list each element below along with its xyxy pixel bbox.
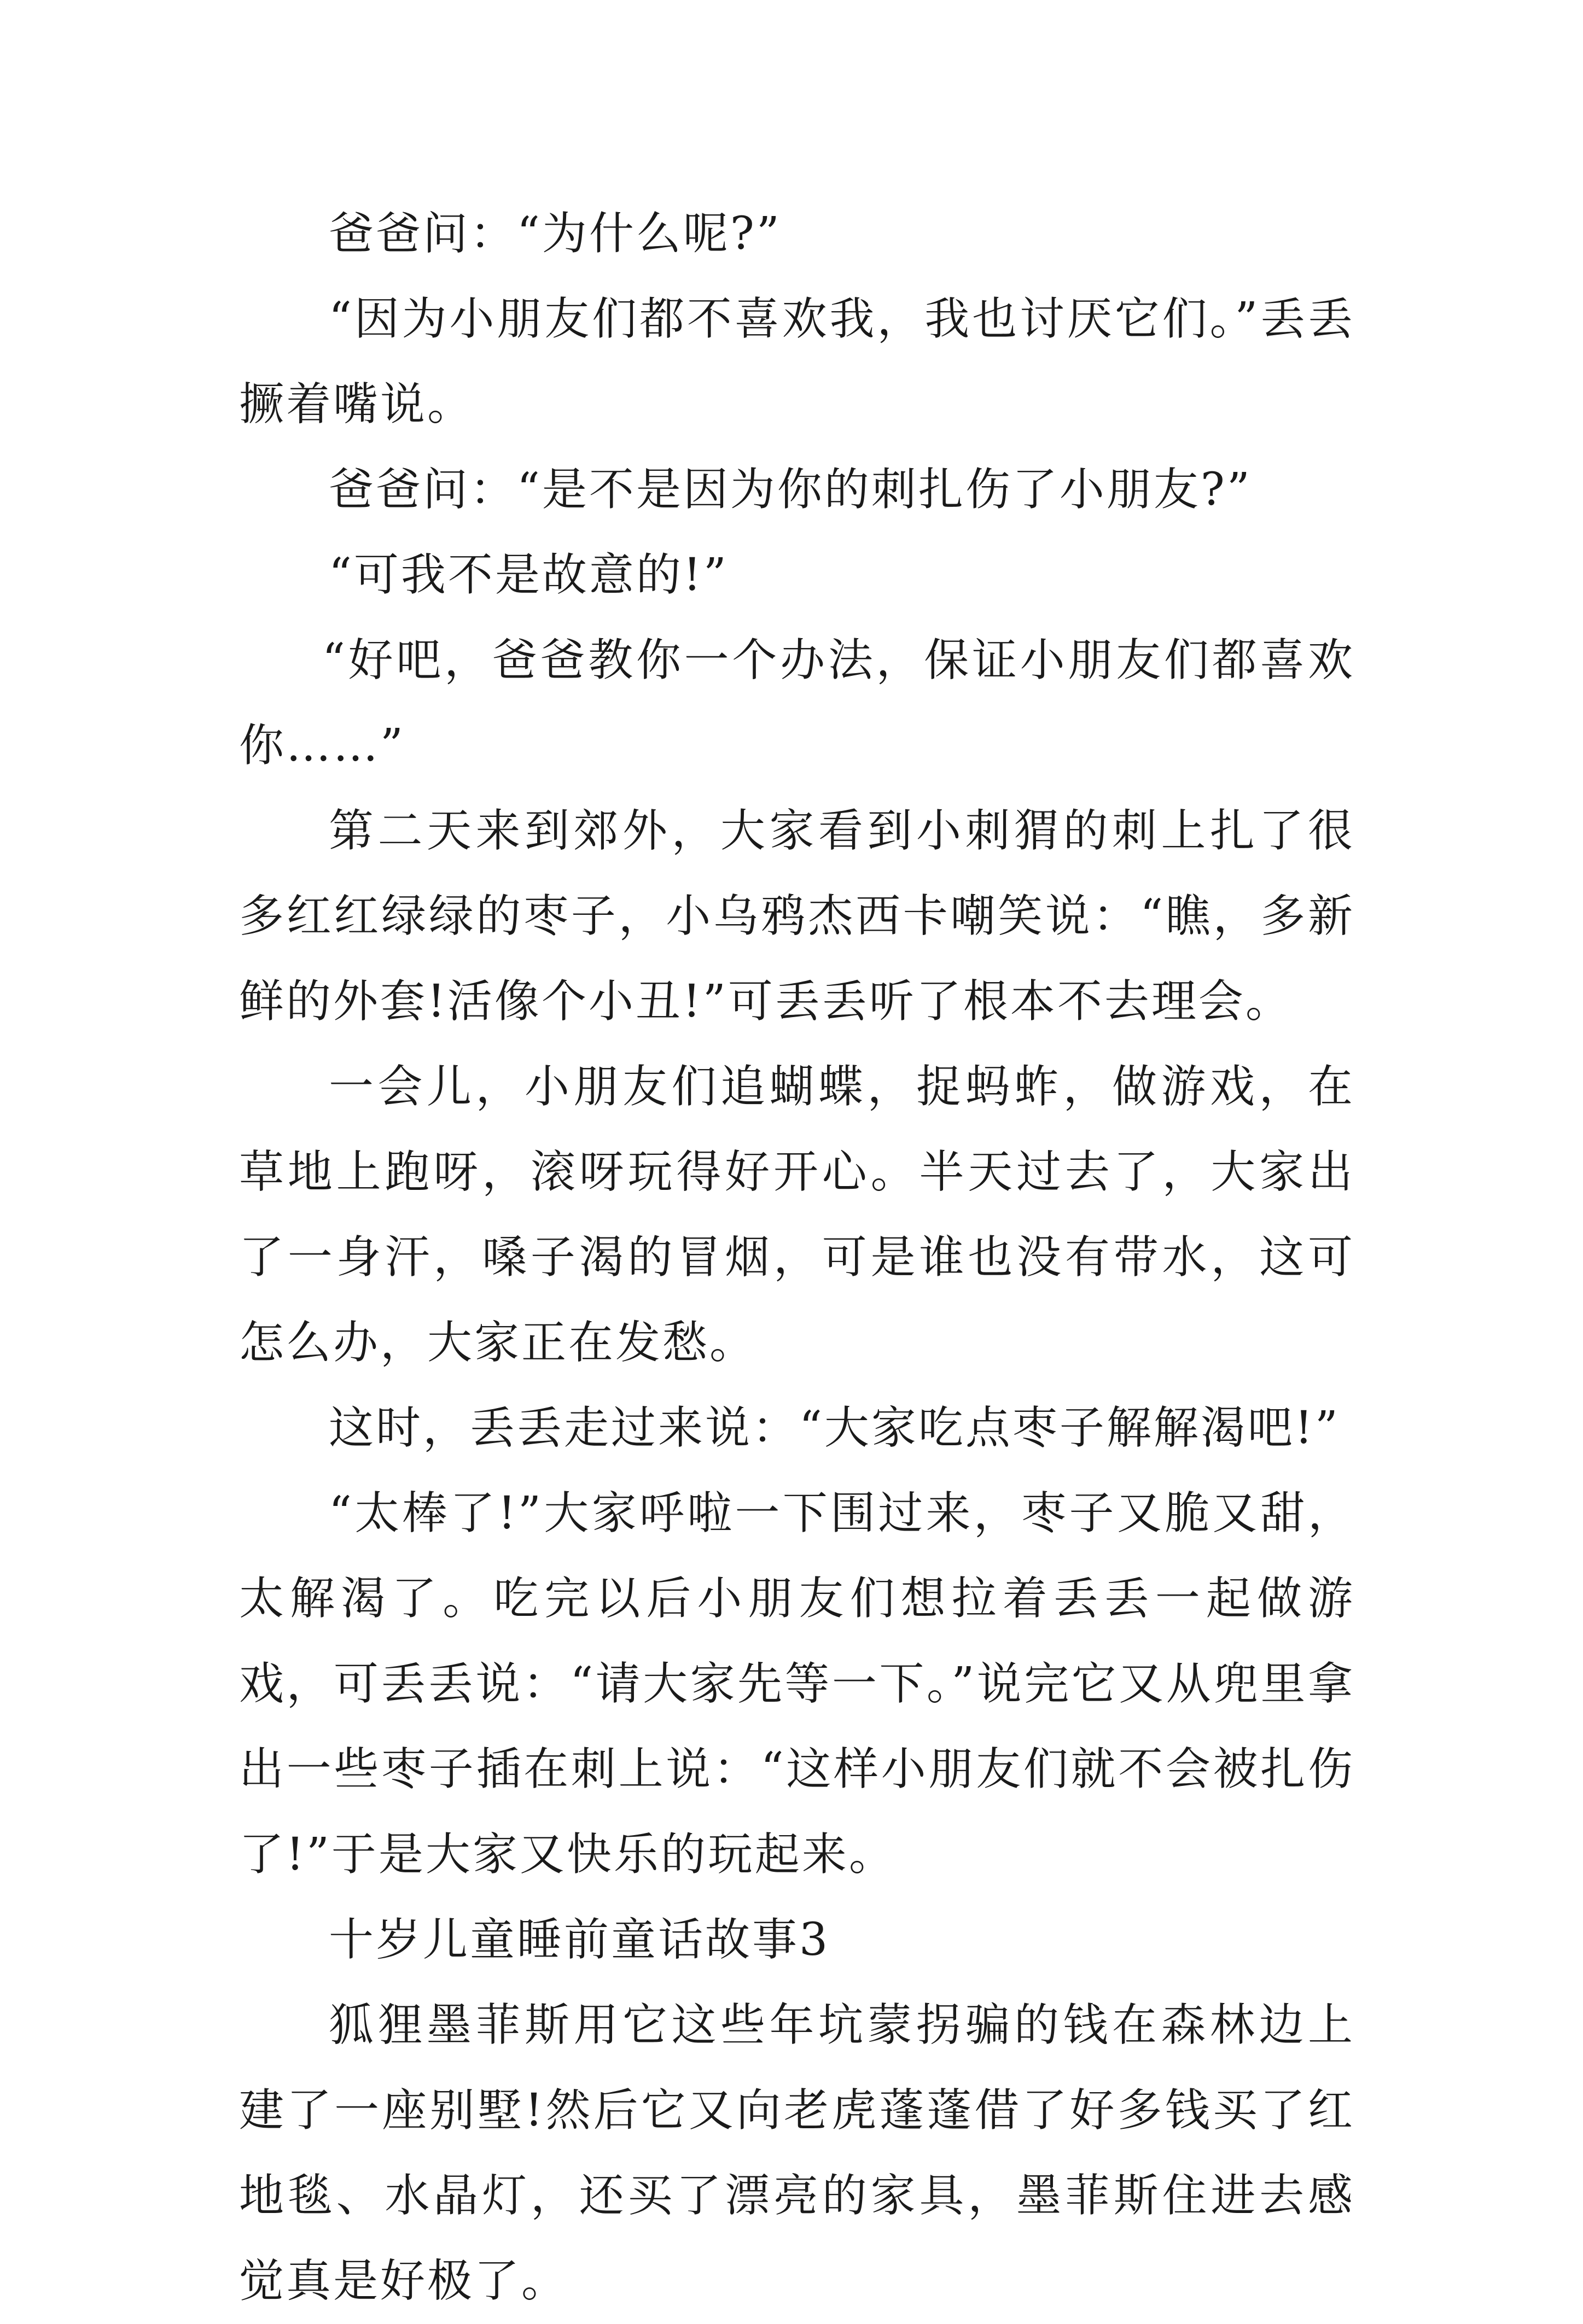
- paragraph-playing: 一会儿，小朋友们追蝴蝶，捉蚂蚱，做游戏，在草地上跑呀，滚呀玩得好开心。半天过去了，大家出了一身汗，嗓子渴的冒烟，可是谁也没有带水，这可怎么办，大家正在发愁。: [239, 1061, 1355, 1369]
- paragraph-diudiu-reply: “因为小朋友们都不喜欢我，我也讨厌它们。”丢丢撅着嘴说。: [239, 293, 1355, 430]
- paragraph-eat-dates: 这时，丢丢走过来说：“大家吃点枣子解解渴吧!”: [329, 1402, 1340, 1454]
- paragraph-dad-asks-thorns: 爸爸问：“是不是因为你的刺扎伤了小朋友?”: [329, 464, 1252, 516]
- paragraph-dad-method: “好吧，爸爸教你一个办法，保证小朋友们都喜欢你……”: [239, 634, 1355, 772]
- story-heading-3: 十岁儿童睡前童话故事3: [329, 1914, 830, 1966]
- paragraph-dad-asks-why: 爸爸问：“为什么呢?”: [329, 208, 782, 260]
- paragraph-fox-villa: 狐狸墨菲斯用它这些年坑蒙拐骗的钱在森林边上建了一座别墅!然后它又向老虎蓬蓬借了好多钱买了红地毯、水晶灯，还买了漂亮的家具，墨菲斯住进去感觉真是好极了。: [239, 1999, 1355, 2307]
- document-body: [239, 191, 1355, 2324]
- paragraph-next-day: 第二天来到郊外，大家看到小刺猬的刺上扎了很多红红绿绿的枣子，小乌鸦杰西卡嘲笑说：“瞧，多新鲜的外套!活像个小丑!”可丢丢听了根本不去理会。: [239, 805, 1355, 1027]
- paragraph-not-on-purpose: “可我不是故意的!”: [329, 549, 729, 601]
- paragraph-great: “太棒了!”大家呼啦一下围过来，枣子又脆又甜，太解渴了。吃完以后小朋友们想拉着丢丢一起做游戏，可丢丢说：“请大家先等一下。”说完它又从兜里拿出一些枣子插在刺上说：“这样小朋友们就不会被扎伤了!”于是大家又快乐的玩起来。: [239, 1487, 1355, 1881]
